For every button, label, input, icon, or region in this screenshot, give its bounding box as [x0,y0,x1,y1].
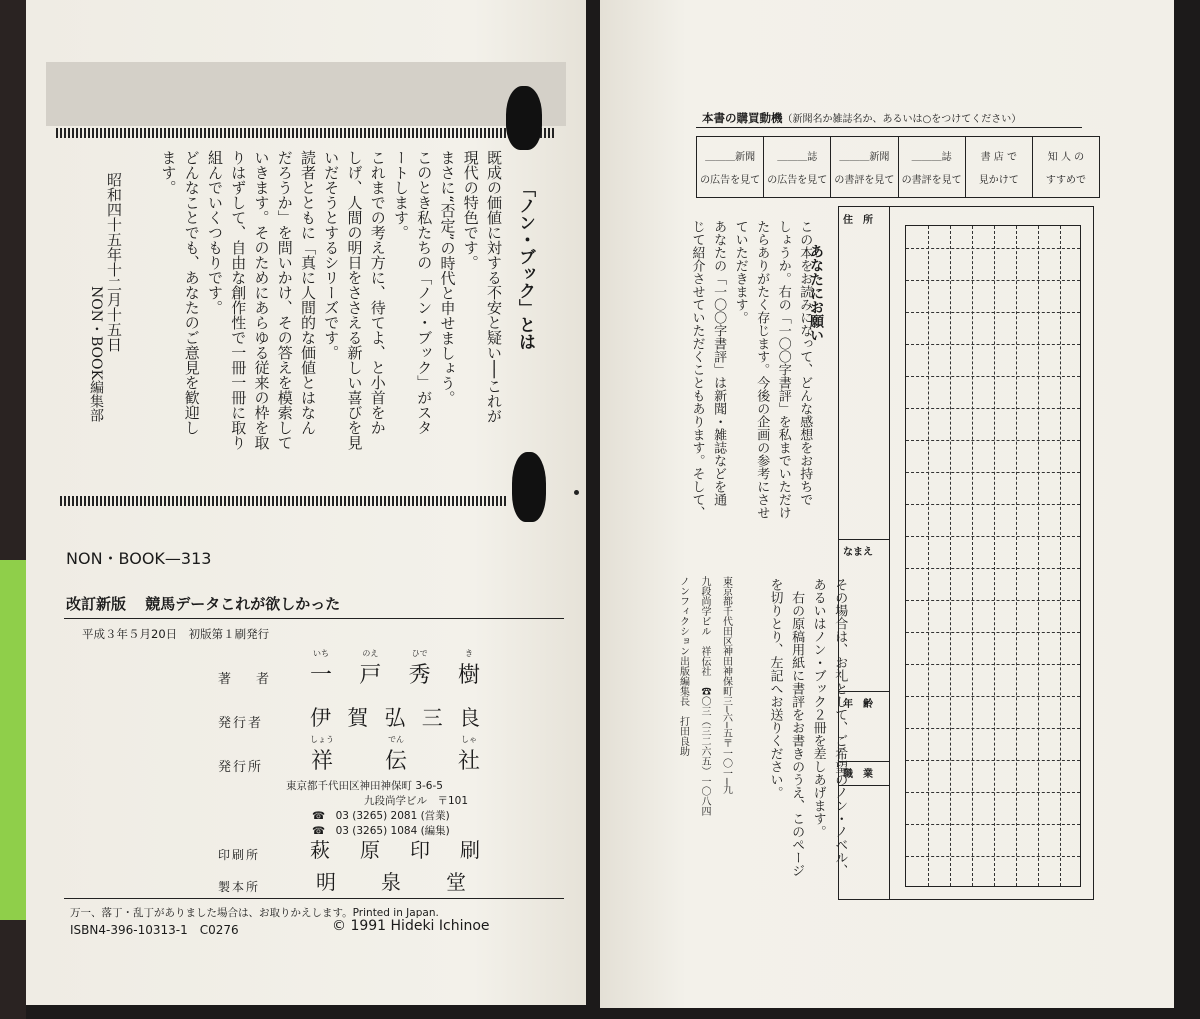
motive-option[interactable] [1033,137,1099,197]
name-glyph: 萩 [310,838,330,862]
form-label-occupation: 職 業 [843,769,873,780]
grid-row-line [906,632,1080,633]
book-title-prefix: 改訂新版 [66,595,127,613]
grid-column-line [972,226,973,886]
motive-option[interactable] [697,137,764,197]
essay-column: ます。 [159,150,178,195]
essay-column: ートします。 [392,150,410,240]
essay-column: まさに“否定”の時代と申せましょう。 [438,150,457,406]
grid-row-line [906,856,1080,857]
review-form [838,206,1094,900]
form-label-column [839,207,890,899]
binder-label: 製本所 [218,880,261,894]
motive-option-bottom: すすめで [1045,175,1086,186]
grid-row-line [906,536,1080,537]
name-char [360,834,380,863]
isbn: ISBN4-396-10313-1 C0276 [70,923,239,937]
name-char [310,834,330,863]
grid-row-line [906,248,1080,249]
publisher-name [310,734,480,775]
middle-hatch-divider [60,496,506,506]
motive-option-bottom: 見かけて [978,175,1019,186]
name-glyph: 堂 [446,870,466,894]
name-glyph: 賀 [347,706,369,730]
grid-row-line [906,312,1080,313]
grid-row-line [906,664,1080,665]
motive-option-top: ＿＿＿新聞 [839,152,890,163]
name-char [347,702,368,732]
name-char [422,702,443,732]
request-body [688,220,813,550]
grid-column-line [950,226,951,886]
grid-row-line [906,376,1080,377]
ruby-text: き [464,649,473,658]
request-column: じて紹介させていただくこともあります。そして、 [689,220,705,519]
ruby-text: でん [387,735,404,744]
ruby-text: ひで [411,649,428,658]
motive-option-top: ＿＿＿誌 [777,152,818,163]
name-glyph: 一 [310,663,333,688]
request-column: ていただきます。 [732,220,748,324]
request-column: あるいはノン・ブック２冊を差しあげます。 [810,578,826,838]
request-column: を切りとり、左記へお送りください。 [767,578,783,799]
grid-row-line [906,600,1080,601]
request-column: あなたの「一〇〇字書評」は新聞・雑誌などを通 [711,220,727,506]
pub-date: 平成３年５月20日 初版第１刷発行 [82,627,270,641]
essay-column: これまでの考え方に、待てよ、と小首をか [368,150,387,435]
grid-row-line [906,344,1080,345]
book-title: 競馬データこれが欲しかった [145,595,341,613]
name-glyph: 印 [410,838,430,862]
title-underline [64,618,564,619]
send-address-line: 東京都千代田区神田神保町三─六─五〒一〇一─九 [720,576,732,795]
manuscript-grid[interactable] [905,225,1081,887]
grid-column-line [1038,226,1039,886]
name-char [410,834,430,863]
name-char [316,866,336,895]
author-label: 著 者 [218,672,276,687]
motive-option-bottom: の広告を見て [700,175,761,186]
name-glyph: 原 [360,838,380,862]
request-column: 右の原稿用紙に書評をお書きのうえ、このページ [789,578,805,877]
grid-column-line [928,226,929,886]
grid-column-line [1060,226,1061,886]
motive-title: 本書の購買動機 [702,111,783,125]
grid-row-line [906,728,1080,729]
essay-body [158,150,504,480]
motive-table [696,136,1100,198]
motive-option[interactable] [764,137,831,197]
essay-column: しげ、人間の明日をささえる新しい喜びを見 [345,150,364,450]
publisher-person [310,702,480,732]
colophon-bottom-rule [64,898,564,899]
motive-option-top: ＿＿＿誌 [911,152,952,163]
request-title: あなたにお願い [808,244,824,342]
name-char [446,866,466,895]
motive-option-bottom: の書評を見て [834,175,895,186]
grid-row-line [906,760,1080,761]
printer-label: 印刷所 [218,848,261,862]
request-column: この本をお読みになって、どんな感想をお持ちで [797,220,813,506]
name-char [459,702,480,732]
name-glyph: 社 [457,749,480,774]
essay-date: 昭和四十五年十二月十五日 [105,172,123,352]
essay-column: 読者とともに「真に人間的な価値とはなん [299,150,317,435]
essay-signature: NON・BOOK編集部 [88,286,104,422]
name-char [458,648,480,689]
name-char [310,648,332,689]
request-column: たらありがたく存じます。今後の企画の参考にさせ [754,220,770,519]
request-column: しょうか。右の「一〇〇字書評」を私までいただけ [775,220,791,519]
motive-option-bottom: の書評を見て [901,175,962,186]
ruby-text: しゃ [460,735,477,744]
publisher-label: 発行所 [218,760,264,775]
motive-heading-rule [696,127,1082,128]
motive-option[interactable] [899,137,966,197]
grid-row-line [906,408,1080,409]
form-label-name: なまえ [843,547,873,558]
grid-row-line [906,280,1080,281]
name-char [460,834,480,863]
send-address-line: 九段尚学ビル 祥伝社 ☎〇三（三二六五）一〇八四 [699,576,710,816]
form-label-age: 年 齢 [843,699,873,710]
name-char [310,702,331,732]
grid-column-line [1016,226,1017,886]
ornament-bottom-logo [512,452,546,522]
name-char [310,734,334,775]
defect-notice: 万一、落丁・乱丁がありました場合は、お取りかえします。Printed in Japan. [70,907,439,919]
grid-row-line [906,504,1080,505]
essay-column: 現代の特色です。 [461,150,480,270]
form-label-address: 住 所 [843,215,873,226]
name-char [409,648,431,689]
grid-column-line [994,226,995,886]
ruby-text: いち [313,649,329,658]
name-glyph: 戸 [359,663,382,688]
ruby-text: しょう [310,735,334,744]
name-glyph: 弘 [384,706,406,730]
name-glyph: 刷 [460,838,480,862]
send-address [676,576,733,886]
name-glyph: 秀 [408,663,431,688]
copyright: © 1991 Hideki Ichinoe [332,918,490,934]
grid-row-line [906,568,1080,569]
name-char [385,702,406,732]
author-name [310,648,480,689]
name-char [458,734,480,775]
essay-column: いだそうとするシリーズです。 [322,150,341,360]
name-glyph: 伊 [310,706,331,730]
name-char [385,734,407,775]
name-glyph: 伝 [384,749,407,774]
motive-option-top: ＿＿＿新聞 [705,152,756,163]
essay-column: このとき私たちの「ノン・ブック」がスタ [415,150,434,435]
ink-dot [574,490,579,495]
name-glyph: 明 [316,870,336,894]
address-line-2: 九段尚学ビル 〒101 [364,795,469,807]
right-page [600,0,1174,1008]
printer-name [310,834,480,863]
ruby-text: のえ [362,649,379,658]
motive-heading [702,110,1021,126]
name-glyph: 良 [459,706,480,730]
left-page [26,0,586,1005]
motive-option-top: 書 店 で [980,152,1017,163]
motive-note: （新聞名か雑誌名か、あるいは○をつけてください） [782,114,1022,125]
name-char [359,648,381,689]
name-glyph: 樹 [457,663,480,688]
top-hatch-divider [56,128,556,138]
grid-row-line [906,696,1080,697]
motive-option[interactable] [831,137,898,197]
binder-name [316,866,466,895]
motive-option-bottom: の広告を見て [767,175,828,186]
grid-row-line [906,472,1080,473]
phone-editorial: ☎ 03 (3265) 1084 (編集) [312,825,450,837]
essay-column: 既成の価値に対する不安と疑い──これが [485,150,503,424]
title-line [66,593,340,614]
grid-row-line [906,792,1080,793]
top-gray-band [46,62,566,126]
grid-row-line [906,824,1080,825]
series-number: NON・BOOK—313 [66,549,212,568]
address-line-1: 東京都千代田区神田神保町 3-6-5 [286,780,443,792]
publisher-person-label: 発行者 [218,716,264,731]
essay-column: りはずして、自由な創作性で一冊一冊に取り [229,150,248,450]
name-glyph: 泉 [381,870,401,894]
essay-column: 組んでいくつもりです。 [206,150,224,315]
send-address-line: ノンフィクション出版編集長 打田良助 [677,576,689,756]
essay-column: どんなことでも、あなたのご意見を歓迎し [182,150,201,435]
essay-column: いきます。そのためにあらゆる従来の枠を取 [252,150,271,450]
request-column: その場合は、お礼として、ご希望のノン・ノベル、 [832,578,848,877]
name-char [381,866,401,895]
name-glyph: 三 [421,706,443,730]
ornament-top-logo [506,86,542,150]
essay-column: だろうか」を問いかけ、その答えを模索して [275,150,294,450]
motive-option[interactable] [966,137,1033,197]
name-glyph: 祥 [310,749,333,774]
request-body-2 [766,578,848,878]
motive-option-top: 知 人 の [1047,152,1085,163]
essay-title: 「ノン・ブック」とは [515,180,535,350]
grid-row-line [906,440,1080,441]
phone-sales: ☎ 03 (3265) 2081 (営業) [312,810,450,822]
